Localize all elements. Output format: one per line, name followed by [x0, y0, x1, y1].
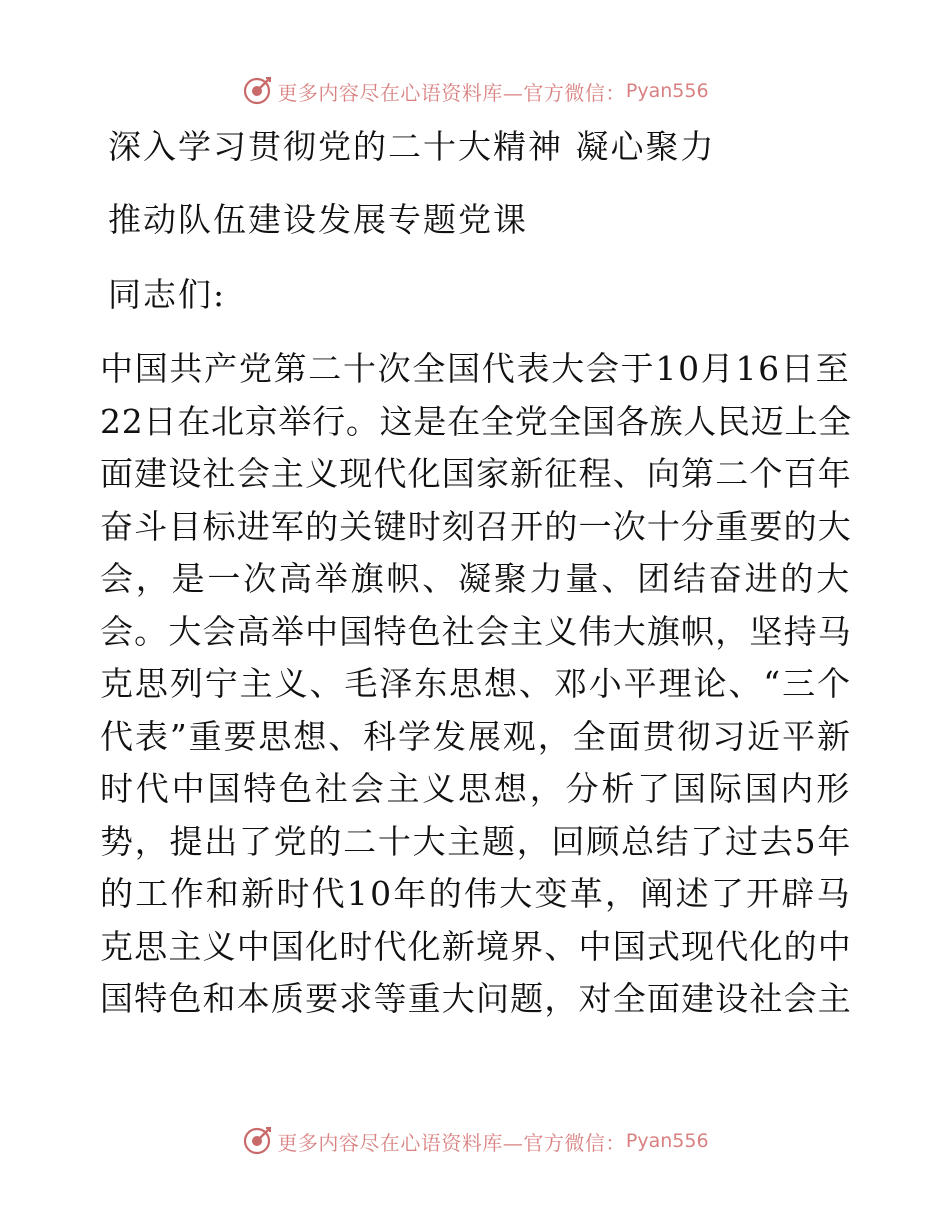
paragraph-line: 克思主义中国化时代化新境界、中国式现代化的中	[100, 926, 852, 966]
footer-watermark	[0, 1121, 950, 1161]
watermark-text: 更多内容尽在心语资料库—官方微信：	[277, 80, 626, 105]
document-title-line-1: 深入学习贯彻党的二十大精神 凝心聚力	[108, 127, 716, 166]
logo-icon	[241, 75, 273, 107]
paragraph-line: 奋斗目标进军的关键时刻召开的一次十分重要的大	[100, 506, 852, 546]
document-title-line-2: 推动队伍建设发展专题党课	[108, 200, 528, 239]
watermark-wechat-id: Pyan556	[625, 80, 709, 102]
logo-icon	[241, 1125, 273, 1157]
paragraph-line: 中国共产党第二十次全国代表大会于10月16日至	[100, 349, 851, 388]
watermark-text: 更多内容尽在心语资料库—官方微信：	[277, 1130, 626, 1155]
salutation: 同志们:	[108, 275, 227, 314]
watermark-wechat-id: Pyan556	[625, 1130, 709, 1152]
paragraph-line: 22日在北京举行。这是在全党全国各族人民迈上全	[100, 401, 853, 441]
paragraph-line: 的工作和新时代10年的伟大变革，阐述了开辟马	[100, 874, 852, 913]
paragraph-line: 国特色和本质要求等重大问题，对全面建设社会主	[100, 979, 852, 1018]
paragraph-line: 面建设社会主义现代化国家新征程、向第二个百年	[100, 454, 852, 493]
paragraph-line: 克思列宁主义、毛泽东思想、邓小平理论、“三个	[100, 664, 852, 703]
paragraph-line: 时代中国特色社会主义思想，分析了国际国内形	[100, 769, 853, 808]
paragraph-line: 势，提出了党的二十大主题，回顾总结了过去5年	[100, 821, 853, 861]
header-watermark	[0, 71, 950, 111]
paragraph-line: 会，是一次高举旗帜、凝聚力量、团结奋进的大	[100, 559, 853, 598]
paragraph-line: 代表”重要思想、科学发展观，全面贯彻习近平新	[100, 716, 852, 756]
paragraph-line: 会。大会高举中国特色社会主义伟大旗帜，坚持马	[100, 611, 852, 651]
